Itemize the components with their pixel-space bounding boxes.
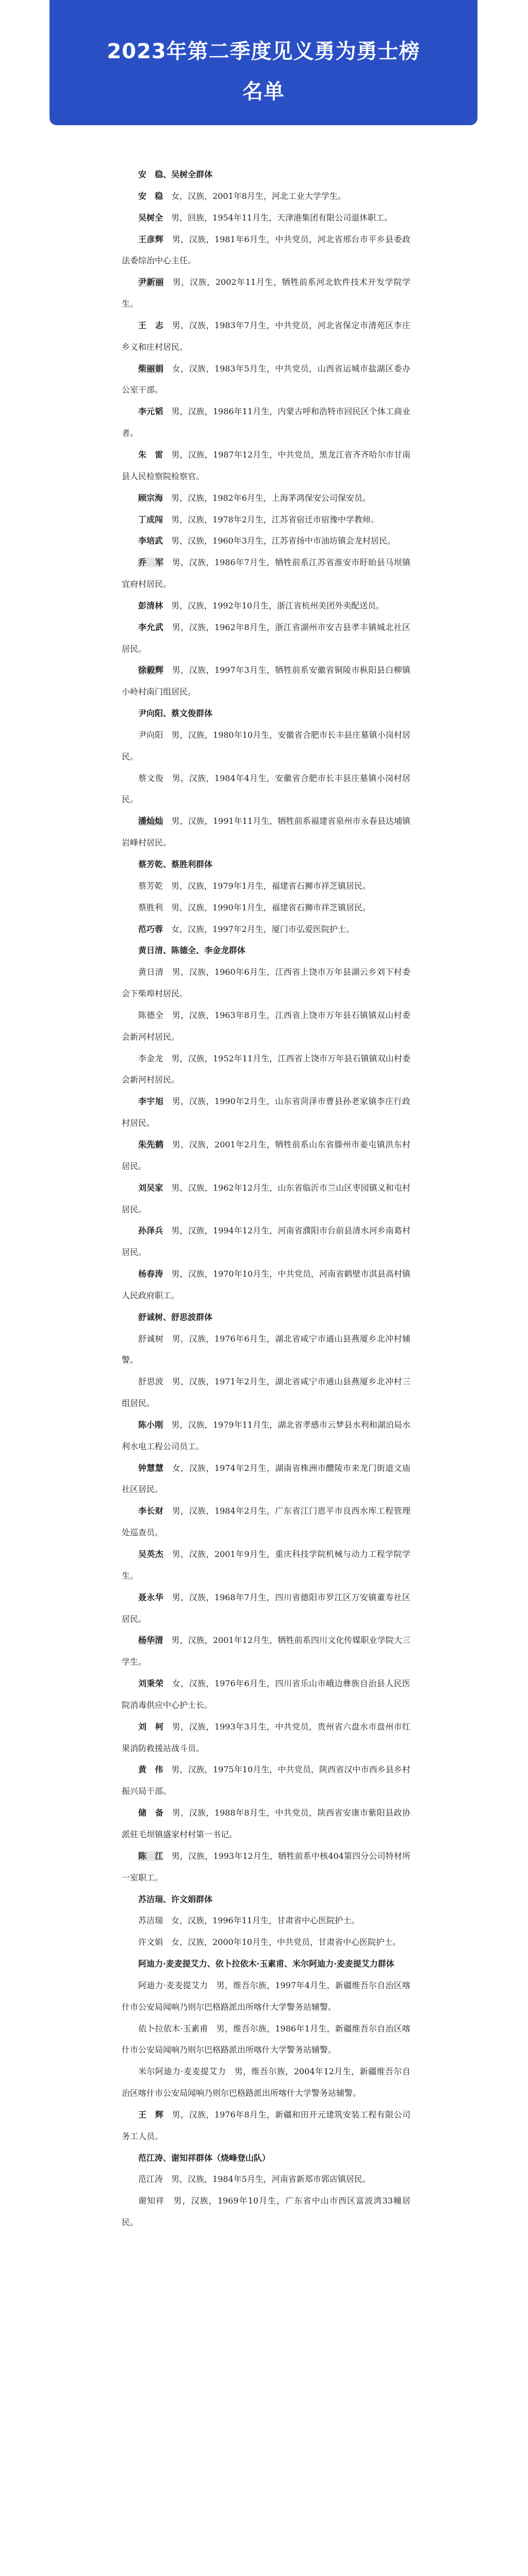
honoree-name: 彭清林: [138, 600, 163, 611]
group-heading: 范江涛、谢知祥群体（烧峰登山队）: [138, 2153, 271, 2163]
honoree-description: 男，汉族，1987年12月生，中共党员，黑龙江省齐齐哈尔市甘南县人民检察院检察官。: [122, 449, 410, 481]
honoree-entry: [122, 1005, 410, 1048]
page-title-line2: 名单: [242, 80, 285, 104]
honoree-entry: [122, 1328, 410, 1371]
honoree-entry: [122, 1802, 410, 1845]
honoree-entry: [122, 1091, 410, 1134]
honoree-entry: [122, 1048, 410, 1091]
honoree-description: 男，汉族，1971年2月生，湖北省咸宁市通山县燕厦乡北冲村三组居民。: [122, 1377, 410, 1409]
honoree-name: 黄日清: [138, 967, 164, 977]
honoree-name: 李元韬: [138, 406, 163, 417]
honoree-name: 孙泽兵: [138, 1226, 163, 1236]
honoree-name: 王 志: [138, 320, 164, 330]
honoree-description: 男，汉族，1968年7月生，四川省德阳市罗江区万安镇董寿社区居民。: [122, 1592, 410, 1624]
group-heading: 蔡芳乾、蔡胜利群体: [138, 859, 213, 869]
honoree-entry: [122, 1177, 410, 1221]
honoree-description: 男，汉族，1980年10月生，安徽省合肥市长丰县庄墓镇小岗村居民。: [122, 730, 410, 761]
honoree-name: 乔 军: [138, 557, 164, 568]
honoree-description: 男，汉族，2001年9月生，重庆科技学院机械与动力工程学院学生。: [122, 1549, 410, 1581]
honoree-entry: [122, 768, 410, 811]
honoree-description: 女，汉族，1997年2月生，厦门市弘爱医院护士。: [163, 924, 354, 934]
honoree-entry: [122, 724, 410, 768]
honoree-description: 男，汉族，1960年6月生，江西省上饶市万年县湖云乡刘下村委会下柴埠村居民。: [122, 967, 410, 999]
honoree-name: 徐毅辉: [138, 665, 164, 675]
honoree-description: 女，汉族，2001年8月生，河北工业大学学生。: [163, 191, 346, 201]
honoree-entry: [122, 1845, 410, 1889]
honoree-entry: [122, 1630, 410, 1673]
page-title-line1: 2023年第二季度见义勇为勇士榜: [107, 40, 420, 63]
honoree-description: 男，汉族，1960年3月生，江苏省扬中市油坊镇会龙村居民。: [163, 536, 395, 546]
honoree-entry: [122, 1134, 410, 1177]
honoree-description: 男，汉族，1993年12月生，牺牲前系中核404第四分公司特材所一室职工。: [122, 1851, 410, 1883]
honoree-description: 男，汉族，1962年12月生，山东省临沂市兰山区枣园镇义和屯村居民。: [122, 1182, 410, 1214]
honoree-name: 杨华清: [138, 1635, 163, 1646]
honoree-name: 丁成闯: [138, 514, 163, 524]
honoree-name: 舒思波: [138, 1377, 164, 1387]
honoree-entry: [122, 1220, 410, 1263]
honoree-description: 男，汉族，1962年8月生，浙江省湖州市安吉县孝丰镇城北社区居民。: [122, 622, 410, 654]
honoree-description: 男，汉族，1990年2月生，山东省菏泽市曹县孙老家镇李庄行政村居民。: [122, 1096, 410, 1128]
honoree-name: 王彦辉: [138, 234, 164, 244]
honoree-name: 朱 雷: [138, 449, 163, 460]
honoree-entry: [122, 315, 410, 358]
honoree-entry: [122, 961, 410, 1005]
honoree-name: 安 稳: [138, 191, 163, 201]
honoree-description: 女，汉族，1983年5月生，中共党员，山西省运城市盐湖区委办公室干部。: [122, 363, 410, 395]
title-banner: [50, 0, 477, 125]
honoree-name: 潘灿灿: [138, 816, 163, 826]
honoree-name: 陈 江: [138, 1851, 163, 1861]
honoree-name: 米尔阿迪力·麦麦提艾力: [138, 2066, 226, 2077]
honoree-entry: [122, 1414, 410, 1458]
honoree-entry: [122, 1931, 410, 1953]
honoree-description: 男，汉族，1984年2月生，广东省江门恩平市良西水库工程管理处巡查员。: [122, 1506, 410, 1538]
honoree-entry: [122, 207, 410, 229]
honoree-entry: [122, 552, 410, 595]
honoree-name: 陈小刚: [138, 1419, 163, 1430]
honoree-name: 李培武: [138, 536, 163, 546]
honoree-description: 男，汉族，2002年11月生，牺牲前系河北软件技术开发学院学生。: [122, 277, 410, 309]
honoree-entry: [122, 1673, 410, 1716]
honoree-entry: [122, 229, 410, 272]
honoree-description: 男，汉族，1978年2月生，江苏省宿迁市宿豫中学教师。: [163, 514, 379, 524]
honoree-name: 李长财: [138, 1506, 164, 1516]
honoree-name: 钟慧慧: [138, 1463, 164, 1473]
honoree-name: 蔡芳乾: [138, 880, 163, 891]
honoree-name: 谢知祥: [138, 2196, 165, 2206]
honoree-description: 男，维吾尔族，1997年4月生，新疆维吾尔自治区喀什市公安局闻响乃则尔巴格路派出所喀什大学警务站辅警。: [122, 1980, 410, 2012]
honoree-name: 聂永华: [138, 1592, 164, 1602]
honoree-entry: [122, 1910, 410, 1931]
honoree-name: 吴树全: [138, 212, 163, 223]
honoree-entry: [122, 1716, 410, 1759]
honoree-description: 男，汉族，1988年8月生，中共党员，陕西省安康市紫阳县政协派驻毛坝镇盛家村村第一书记。: [122, 1808, 410, 1839]
honoree-name: 依卜拉依木·玉素甫: [138, 2023, 208, 2033]
honoree-name: 吴英杰: [138, 1549, 164, 1559]
honoree-entry: [122, 444, 410, 487]
honoree-description: 男，汉族，1993年3月生，中共党员，贵州省六盘水市盘州市红果消防救援站战斗员。: [122, 1721, 410, 1753]
honoree-description: 男，汉族，1990年1月生，福建省石狮市祥芝镇居民。: [163, 902, 371, 912]
honoree-name: 阿迪力·麦麦提艾力: [138, 1980, 208, 1990]
honoree-description: 男，汉族，1986年11月生，内蒙古呼和浩特市回民区个体工商业者。: [122, 406, 410, 438]
honoree-description: 男，汉族，1986年7月生，牺牲前系江苏省淮安市盱眙县马坝镇宜府村居民。: [122, 557, 410, 589]
honoree-description: 男，汉族，1991年11月生，牺牲前系福建省泉州市永春县达埔镇岩峰村居民。: [122, 816, 410, 848]
honoree-entry: [122, 185, 410, 207]
honoree-name: 刘秉荣: [138, 1679, 164, 1689]
honoree-name: 蔡文俊: [138, 773, 164, 783]
honoree-description: 男，汉族，1984年4月生，安徽省合肥市长丰县庄墓镇小岗村居民。: [122, 773, 410, 805]
honoree-description: 男，汉族，1992年10月生，浙江省杭州美团外卖配送员。: [163, 600, 385, 611]
honoree-name: 李允武: [138, 622, 164, 632]
honoree-entry: [122, 272, 410, 315]
honoree-description: 女，汉族，1974年2月生，湖南省株洲市醴陵市来龙门街道文庙社区居民。: [122, 1463, 410, 1495]
honoree-name: 杨春涛: [138, 1269, 163, 1279]
group-heading: 安 稳、吴树全群体: [138, 170, 213, 179]
honoree-entry: [122, 897, 410, 919]
honoree-list: [122, 164, 410, 2233]
honoree-entry: [122, 2018, 410, 2061]
honoree-name: 蔡胜利: [138, 902, 163, 912]
honoree-entry: [122, 1263, 410, 1307]
group-heading: 黄日清、陈德全、李金龙群体: [138, 945, 246, 956]
honoree-entry: [122, 595, 410, 617]
honoree-entry: [122, 2168, 410, 2190]
honoree-entry: [122, 2061, 410, 2104]
honoree-description: 男，汉族，1975年10月生，中共党员，陕西省汉中市西乡县乡村振兴局干部。: [122, 1765, 410, 1797]
honoree-description: 男，汉族，1952年11月生，江西省上饶市万年县石镇镇双山村委会新河村居民。: [122, 1053, 410, 1085]
honoree-description: 男，汉族，1984年5月生，河南省新郑市郭店镇居民。: [163, 2174, 371, 2184]
honoree-entry: [122, 401, 410, 444]
honoree-name: 尹向阳: [138, 730, 163, 740]
honoree-entry: [122, 1587, 410, 1630]
honoree-description: 男，汉族，1981年6月生，中共党员，河北省邢台市平乡县委政法委综治中心主任。: [122, 234, 410, 266]
honoree-name: 王 辉: [138, 2109, 164, 2120]
honoree-description: 男，维吾尔族，2004年12月生，新疆维吾尔自治区喀什市公安局闻响乃则尔巴格路派出所喀什大学警务站辅警。: [122, 2066, 410, 2098]
honoree-name: 苏洁瑞: [138, 1916, 163, 1926]
honoree-description: 男，汉族，1997年3月生，牺牲前系安徽省铜陵市枞阳县白柳镇小岭村南门组居民。: [122, 665, 410, 697]
honoree-entry: [122, 530, 410, 552]
honoree-description: 女，汉族，2000年10月生，中共党员，甘肃省中心医院护士。: [163, 1937, 401, 1947]
honoree-entry: [122, 1544, 410, 1587]
honoree-name: 黄 伟: [138, 1765, 163, 1775]
honoree-entry: [122, 875, 410, 897]
honoree-description: 男，汉族，1982年6月生，上海茅鸿保安公司保安员。: [163, 493, 371, 503]
honoree-description: 男，汉族，2001年2月生，牺牲前系山东省滕州市姜屯镇洪东村居民。: [122, 1139, 410, 1171]
honoree-entry: [122, 617, 410, 660]
group-heading: 苏洁瑞、许文娟群体: [138, 1894, 213, 1904]
honoree-name: 许文娟: [138, 1937, 163, 1947]
honoree-entry: [122, 919, 410, 940]
honoree-description: 男，汉族，1963年8月生，江西省上饶市万年县石镇镇双山村委会新河村居民。: [122, 1010, 410, 1042]
honoree-description: 男，汉族，1979年1月生，福建省石狮市祥芝镇居民。: [163, 880, 371, 891]
honoree-description: 男，汉族，1976年6月生，湖北省咸宁市通山县燕厦乡北冲村辅警。: [122, 1333, 410, 1365]
honoree-description: 男，汉族，2001年12月生，牺牲前系四川文化传媒职业学院大三学生。: [122, 1635, 410, 1667]
honoree-entry: [122, 487, 410, 509]
honoree-name: 李金龙: [138, 1053, 163, 1063]
honoree-description: 男，汉族，1969年10月生，广东省中山市西区富波湾33幢居民。: [122, 2196, 410, 2228]
honoree-name: 刘 柯: [138, 1721, 164, 1732]
group-heading: 尹向阳、蔡文俊群体: [138, 708, 213, 719]
honoree-entry: [122, 659, 410, 703]
honoree-entry: [122, 1371, 410, 1414]
honoree-name: 李宇旭: [138, 1096, 164, 1107]
honoree-entry: [122, 509, 410, 531]
group-heading: 阿迪力·麦麦提艾力、依卜拉依木·玉素甫、米尔阿迪力·麦麦提艾力群体: [138, 1959, 394, 1969]
honoree-description: 男，汉族，1979年11月生，湖北省孝感市云梦县水利和湖泊局水利水电工程公司员工。: [122, 1419, 410, 1451]
honoree-name: 舒诚树: [138, 1333, 164, 1344]
honoree-name: 尹新丽: [138, 277, 164, 287]
honoree-name: 顾宗海: [138, 493, 163, 503]
honoree-description: 男，汉族，1976年8月生，新疆和田开元建筑安装工程有限公司务工人员。: [122, 2109, 410, 2141]
honoree-entry: [122, 2190, 410, 2233]
honoree-entry: [122, 1759, 410, 1802]
honoree-name: 柴丽娟: [138, 363, 164, 374]
honoree-entry: [122, 358, 410, 401]
honoree-entry: [122, 1458, 410, 1501]
honoree-name: 范江涛: [138, 2174, 163, 2184]
honoree-name: 朱先鹤: [138, 1139, 164, 1149]
honoree-description: 男，汉族，1983年7月生，中共党员，河北省保定市清苑区李庄乡义和庄村居民。: [122, 320, 410, 352]
honoree-entry: [122, 1975, 410, 2018]
honoree-description: 男，汉族，1970年10月生，中共党员，河南省鹤壁市淇县高村镇人民政府职工。: [122, 1269, 410, 1300]
honoree-entry: [122, 1500, 410, 1544]
honoree-description: 女，汉族，1996年11月生，甘肃省中心医院护士。: [163, 1916, 360, 1926]
honoree-name: 储 备: [138, 1808, 164, 1818]
honoree-entry: [122, 2104, 410, 2147]
honoree-name: 陈德全: [138, 1010, 164, 1020]
honoree-name: 刘吴家: [138, 1182, 163, 1193]
honoree-description: 男，汉族，1994年12月生，河南省濮阳市台前县清水河乡南葛村居民。: [122, 1226, 410, 1258]
group-heading: 舒诚树、舒思波群体: [138, 1312, 213, 1322]
honoree-name: 范巧蓉: [138, 924, 163, 934]
honoree-entry: [122, 810, 410, 854]
honoree-description: 女，汉族，1976年6月生，四川省乐山市峨边彝族自治县人民医院消毒供应中心护士长。: [122, 1679, 410, 1710]
honoree-description: 男，回族，1954年11月生，天津港集团有限公司退休职工。: [163, 212, 393, 223]
honoree-description: 男，维吾尔族，1986年1月生，新疆维吾尔自治区喀什市公安局闻响乃则尔巴格路派出所喀什大学警务站辅警。: [122, 2023, 410, 2055]
